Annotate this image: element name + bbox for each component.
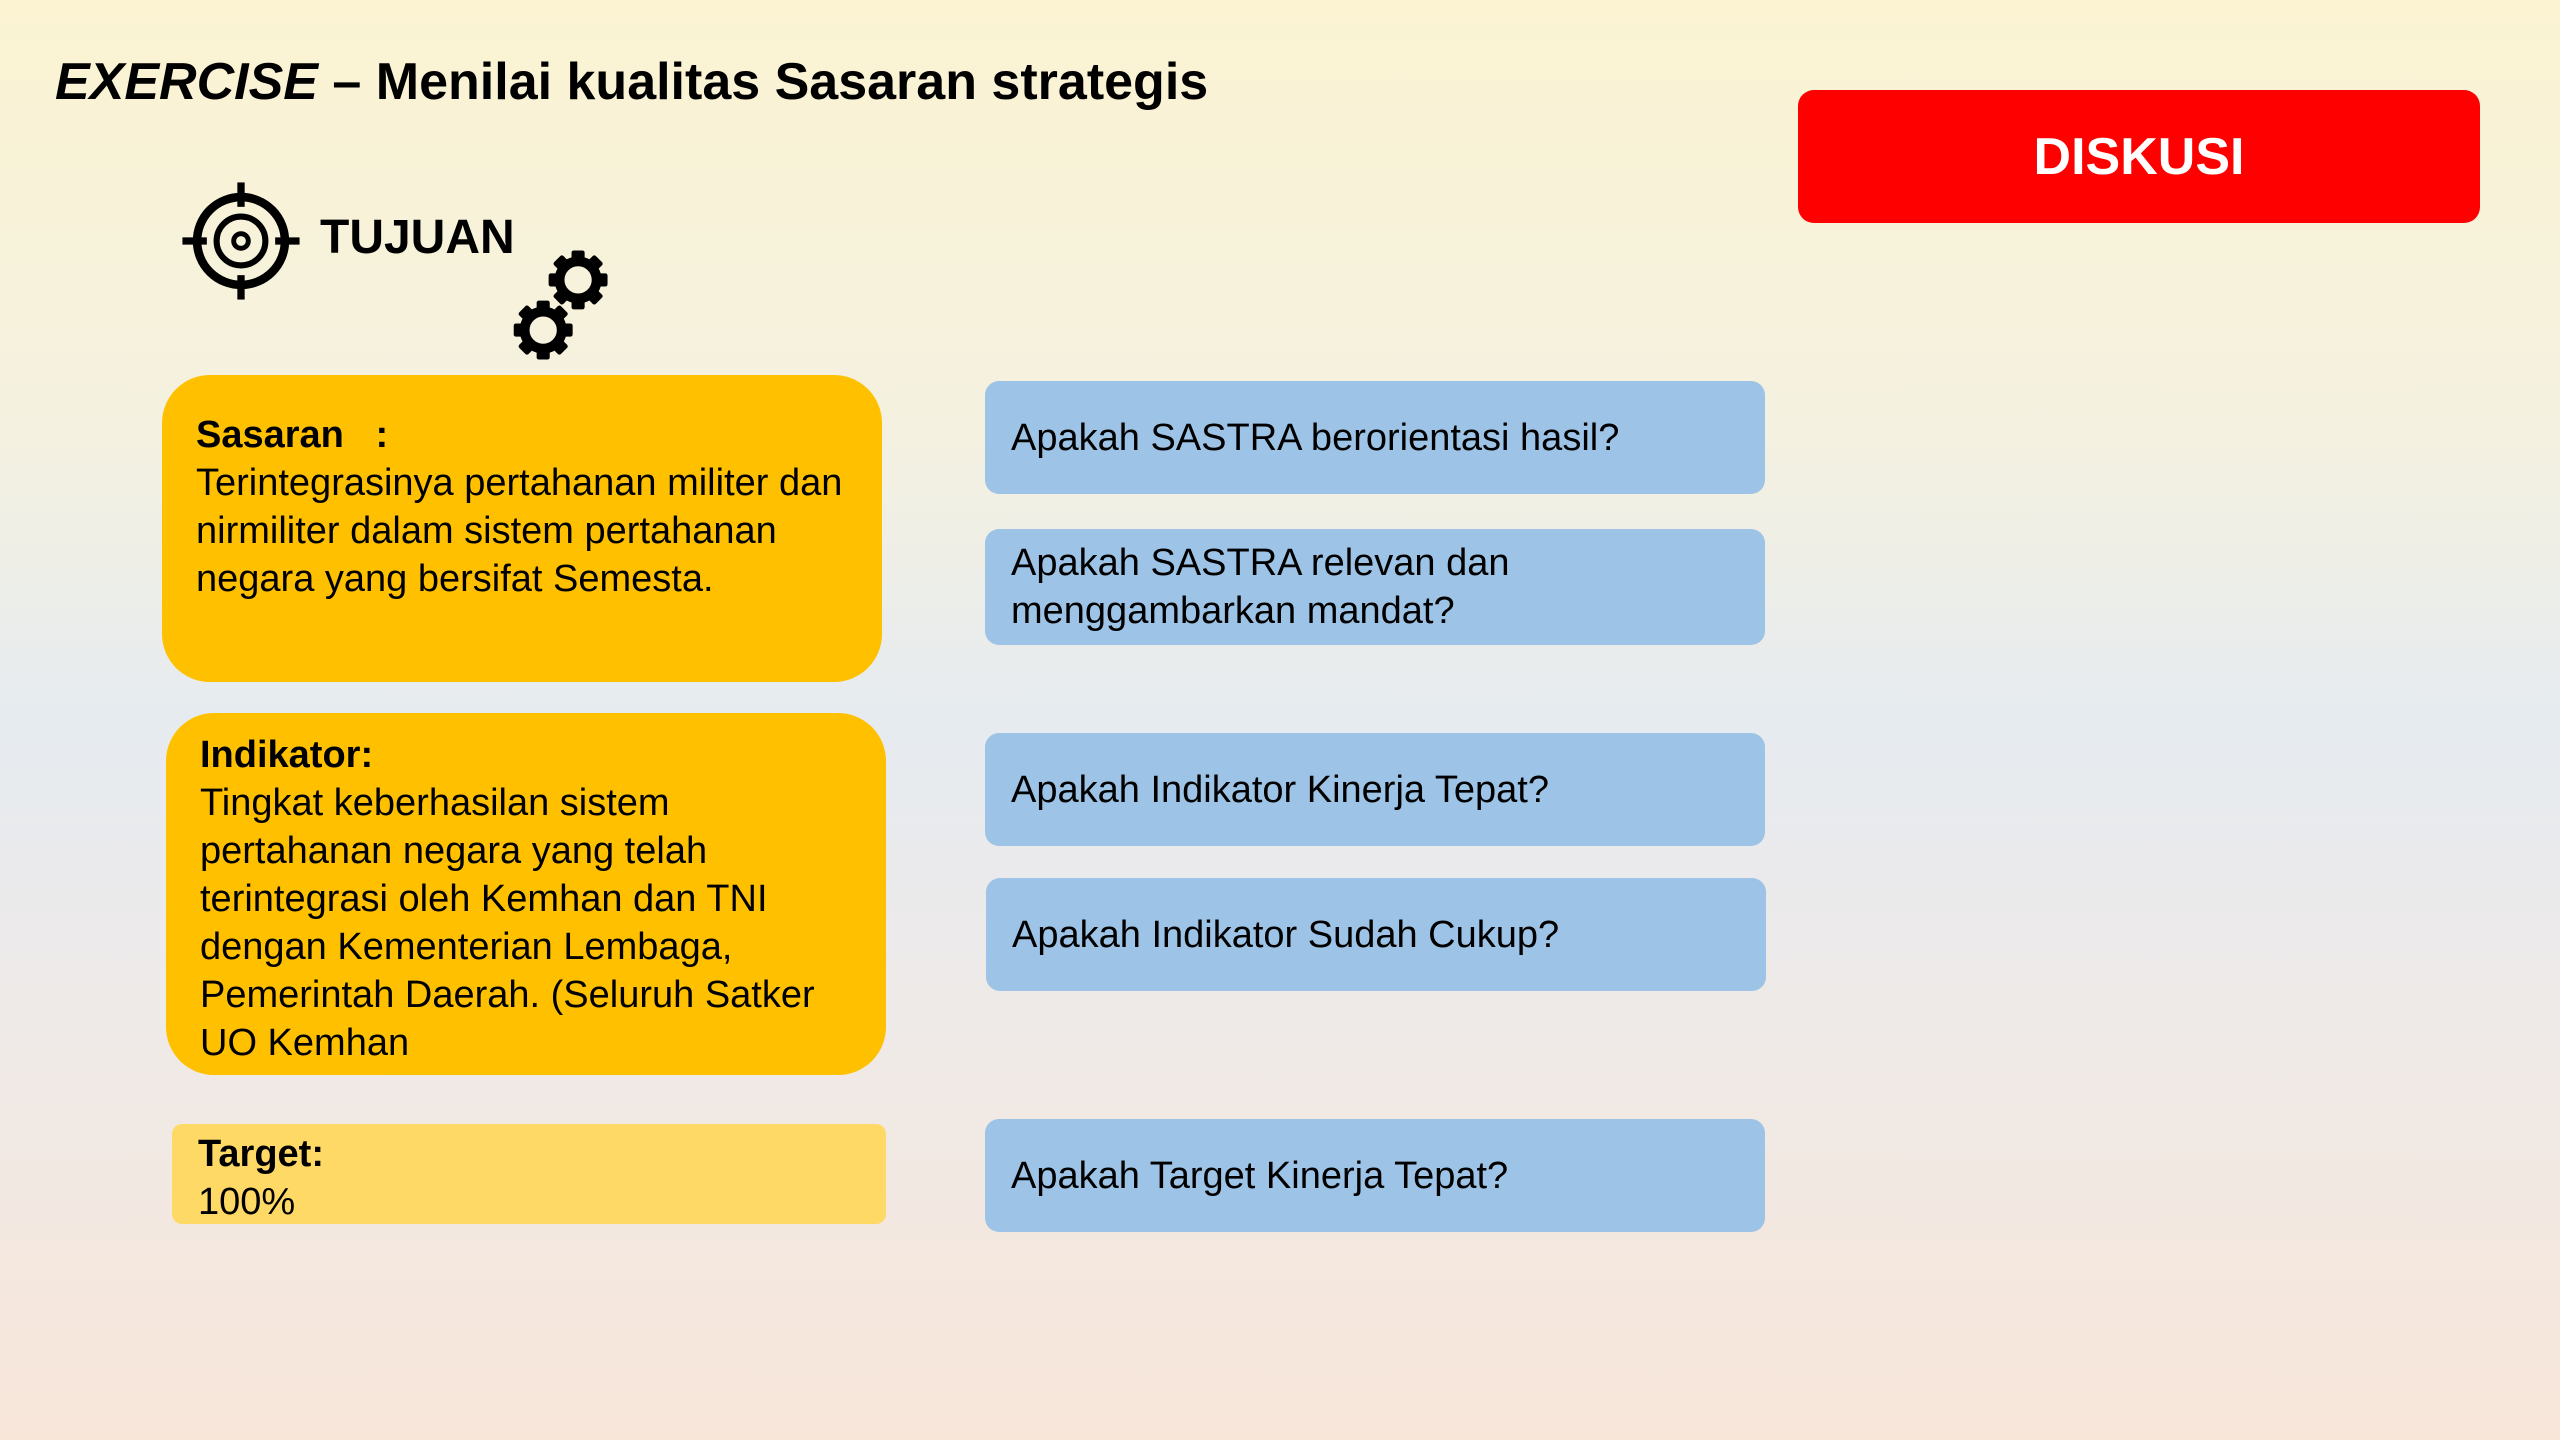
sasaran-text: Terintegrasinya pertahanan militer dan nirmiliter dalam sistem pertahanan negara yang bersifat Semesta. — [196, 462, 843, 600]
question-text: Apakah Indikator Kinerja Tepat? — [1011, 768, 1549, 811]
title-exercise: EXERCISE — [55, 53, 318, 111]
question-indicator-accuracy — [985, 733, 1765, 846]
indikator-heading: Indikator: — [200, 734, 374, 776]
indikator-card — [166, 713, 886, 1075]
page-title — [55, 52, 1208, 112]
sasaran-card — [162, 375, 882, 682]
target-icon — [180, 180, 302, 302]
indikator-text: Tingkat keberhasilan sistem pertahanan negara yang telah terintegrasi oleh Kemhan dan TNI dengan Kementerian Lembaga, Pemerintah Daerah. (Seluruh Satker UO Kemhan — [200, 782, 815, 1064]
target-card — [172, 1124, 886, 1224]
question-target-accuracy — [985, 1119, 1765, 1232]
question-indicator-sufficiency — [986, 878, 1766, 991]
question-sastra-relevance — [985, 529, 1765, 645]
tujuan-label: TUJUAN — [320, 211, 515, 264]
question-text: Apakah SASTRA berorientasi hasil? — [1011, 416, 1620, 459]
target-heading: Target: — [198, 1133, 324, 1175]
question-text: Apakah Indikator Sudah Cukup? — [1012, 913, 1560, 956]
question-text: Apakah SASTRA relevan dan menggambarkan mandat? — [1011, 542, 1510, 632]
discussion-button[interactable]: DISKUSI — [1798, 90, 2480, 223]
target-value: 100% — [198, 1181, 296, 1223]
question-text: Apakah Target Kinerja Tepat? — [1011, 1154, 1509, 1197]
gears-icon — [510, 245, 620, 365]
question-sastra-orientation — [985, 381, 1765, 494]
sasaran-heading: Sasaran : — [196, 414, 389, 456]
title-subject: – Menilai kualitas Sasaran strategis — [317, 53, 1209, 111]
